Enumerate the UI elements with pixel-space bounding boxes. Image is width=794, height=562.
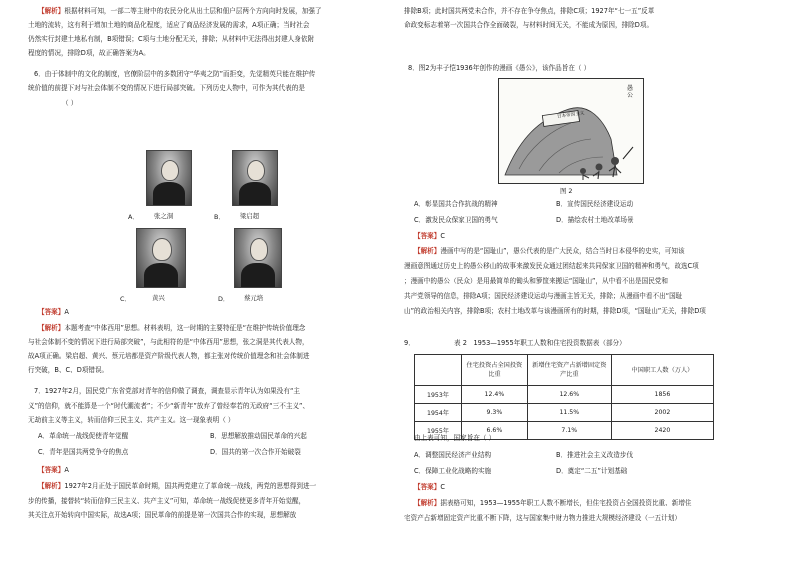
q7-analysis-line-2: 步的传播，接替转“转而信仰三民主义、共产主义”可知，革命统一战线促使更多青年开始觉醒， — [28, 497, 306, 505]
q8-analysis-line-2: 漫画意图通过历史上的愚公移山的故事来激发民众通过团结起来共同保家卫国的精神和勇气，故选C项 — [404, 262, 699, 270]
table-cell: 1953年 — [415, 386, 462, 404]
table-cell: 7.1% — [527, 422, 611, 440]
q7-option-b: B．思想解放推动国民革命的兴起 — [210, 432, 307, 440]
right-page — [404, 0, 776, 562]
q6-analysis-line-1: 【解析】本题考查“中体西用”思想。材料表明，这一时期的主要特征是“在维护传统价值理念 — [38, 324, 306, 332]
table-header-cell — [415, 355, 462, 386]
q5-analysis-line-1: 【解析】根据材料可知，一部二等主财中的农民分化从出土层和佃户层两个方向向时发展，加强了 — [38, 7, 322, 15]
portrait-huang-xing — [136, 228, 186, 288]
q6-paren: （ ） — [62, 99, 78, 107]
table-header-cell: 中国职工人数（万人） — [611, 355, 713, 386]
table-header-cell: 住宅投资占全国投资比重 — [462, 355, 528, 386]
q7-option-d: D．国共的第一次合作开始破裂 — [210, 448, 301, 456]
q6-option-d-letter: D． — [218, 295, 230, 303]
q7-option-c: C．青年是国共两党争夺的焦点 — [38, 448, 129, 456]
q5-analysis-line-2: 土地的流转，这有利于增加土地的商品化程度，适应了商品经济发展的需求，A项正确；当时社会 — [28, 21, 310, 29]
cartoon-side-title: 愚公 — [627, 85, 634, 99]
q7-analysis-line-1: 【解析】1927年2月正处于国民革命时期，国共两党建立了革命统一战线，两党的思想得到进一 — [38, 482, 317, 490]
q7-stem-line-1: 7．1927年2月，国民党广东省党部对青年的信仰做了调查，调查显示青年认为如果没有“主 — [34, 387, 300, 395]
q9-option-a: A．调整国民经济产业结构 — [414, 451, 492, 459]
q8-answer: 【答案】C — [414, 232, 445, 240]
table-cell: 2002 — [611, 404, 713, 422]
q6-option-b-letter: B． — [214, 213, 225, 221]
q8-option-a: A．彰显国共合作抗战的精神 — [414, 200, 498, 208]
q9-analysis-line-2: 宅资产占新增固定资产比重不断下降，这与国家集中财力物力推进大规模经济建设（一五计划） — [404, 514, 681, 522]
q8-option-b: B．宣传国民经济建设运动 — [556, 200, 634, 208]
q9-option-b: B．推进社会主义改造步伐 — [556, 451, 634, 459]
q9-option-c: C．保障工业化战略的实施 — [414, 467, 492, 475]
q6-option-c-letter: C． — [120, 295, 131, 303]
q8-option-c: C．激发民众保家卫国的勇气 — [414, 216, 498, 224]
q6-option-d-name: 蔡元培 — [244, 294, 264, 302]
table-header-cell: 新增住宅资产占新增固定资产比重 — [527, 355, 611, 386]
q9-table-title: 表 2 1953—1955年职工人数和住宅投资数据表（部分） — [454, 339, 626, 347]
q6-analysis-line-4: 行突破，B、C、D项错误。 — [28, 366, 109, 374]
table-cell: 1856 — [611, 386, 713, 404]
q7-option-a: A．革命统一战线促使青年觉醒 — [38, 432, 129, 440]
table-cell: 1954年 — [415, 404, 462, 422]
q9-data-table — [414, 354, 714, 440]
q7-analysis-cont-line-1: 排除B项；此时国共两党未合作，并不存在争夺焦点，排除C项；1927年“七一五”反革 — [404, 7, 655, 15]
q8-analysis-line-1: 【解析】漫画中写的是“国耻山”，愚公代表的是广大民众，结合当时日本侵华的史实，可知该 — [414, 247, 685, 255]
q8-stem: 8．图2为丰子恺1936年创作的漫画《愚公》，该作品旨在（ ） — [408, 64, 591, 72]
q9-analysis-line-1: 【解析】据表格可知，1953—1955年职工人数不断增长，但住宅投资占全国投资比重、新增住 — [414, 499, 692, 507]
q6-stem-line-1: 6．由于体制中的文化的制度，官僚阶层中的多数团守“华夷之防”而拒变，先觉精英只能在维护传 — [34, 70, 316, 78]
q7-stem-line-3: 无劫前主义等主义，转而信仰三民主义、共产主义。这一现象表明（ ） — [28, 416, 235, 424]
q9-number: 9． — [404, 339, 415, 347]
portrait-liang-qichao — [232, 150, 278, 206]
table-cell: 1955年 — [415, 422, 462, 440]
q6-answer: 【答案】A — [38, 308, 69, 316]
cartoon-drawing — [499, 79, 643, 183]
q6-stem-line-2: 统价值的前提下对与社会体制不变的情况下进行局部突破。下列历史人物中，可作为其代表的是 — [28, 84, 305, 92]
q5-analysis-line-3: 仍然实行封建土地私有制，B项错误；C项与土地分配无关，排除；从材料中无法得出封建人身依附 — [28, 35, 315, 43]
portrait-zhang-zhidong — [146, 150, 192, 206]
q6-analysis-line-3: 故A项正确。梁启超、黄兴、蔡元培都是资产阶级代表人物，都主张对传统价值理念和社会体制进 — [28, 352, 310, 360]
portrait-cai-yuanpei — [234, 228, 282, 288]
q9-option-d: D．奠定“二五”计划基础 — [556, 467, 628, 475]
q7-answer: 【答案】A — [38, 466, 69, 474]
table-cell: 12.4% — [462, 386, 528, 404]
q8-analysis-line-4: 共产党领导的信息，排除A项；国民经济建设运动与漫画主旨无关，排除；从漫画中看不出“国耻 — [404, 292, 683, 300]
q9-stem: 由上表可知，国家旨在（ ） — [414, 434, 496, 442]
cartoon-sign-text: 日本帝国主义 — [556, 111, 585, 120]
q7-analysis-cont-line-2: 命政变标志着第一次国共合作全面破裂，与材料时间无关，不能成为原因，排除D项。 — [404, 21, 654, 29]
q8-analysis-line-3: ；漫画中的愚公（民众）是用最简单的锄头和箩筐来搬运“国耻山”，从中看不出是国民党和 — [404, 277, 668, 285]
table-cell: 12.6% — [527, 386, 611, 404]
table-row — [415, 386, 714, 404]
table-cell: 11.5% — [527, 404, 611, 422]
left-page — [22, 0, 394, 562]
figure-2-label: 图 2 — [560, 187, 573, 195]
q8-option-d: D．描绘农村土地改革场景 — [556, 216, 634, 224]
q8-analysis-line-5: 山”的政治相关内容，排除B项；农村土地改革与该漫画所有的时期，排除D项，“国耻山”无关，排除D项 — [404, 307, 706, 315]
q6-option-a-letter: A． — [128, 213, 139, 221]
q6-option-c-name: 黄兴 — [152, 294, 165, 302]
cartoon-yugong — [498, 78, 644, 184]
q7-stem-line-2: 义”的信仰，就不能算是一个“时代潮流者”；不少“新青年”放弃了曾经奉若的无政府“三不主义”、 — [28, 402, 310, 410]
q6-option-b-name: 梁启超 — [240, 212, 260, 220]
table-cell: 9.3% — [462, 404, 528, 422]
q6-option-a-name: 张之洞 — [154, 212, 174, 220]
q9-answer: 【答案】C — [414, 483, 445, 491]
q6-analysis-line-2: 与社会体制不变的情况下进行局部突破”，与此相符的是“中体西用”思想，张之洞是其代表人物， — [28, 338, 309, 346]
table-cell: 6.6% — [462, 422, 528, 440]
table-row — [415, 404, 714, 422]
table-header-row — [415, 355, 714, 386]
table-cell: 2420 — [611, 422, 713, 440]
q5-analysis-line-4: 程度的情况，排除D项，故正确答案为A。 — [28, 49, 150, 57]
q7-analysis-line-3: 其关注点开始转向中国实际，故选A项；国民革命的前提是第一次国共合作的实现，思想解放 — [28, 511, 297, 519]
